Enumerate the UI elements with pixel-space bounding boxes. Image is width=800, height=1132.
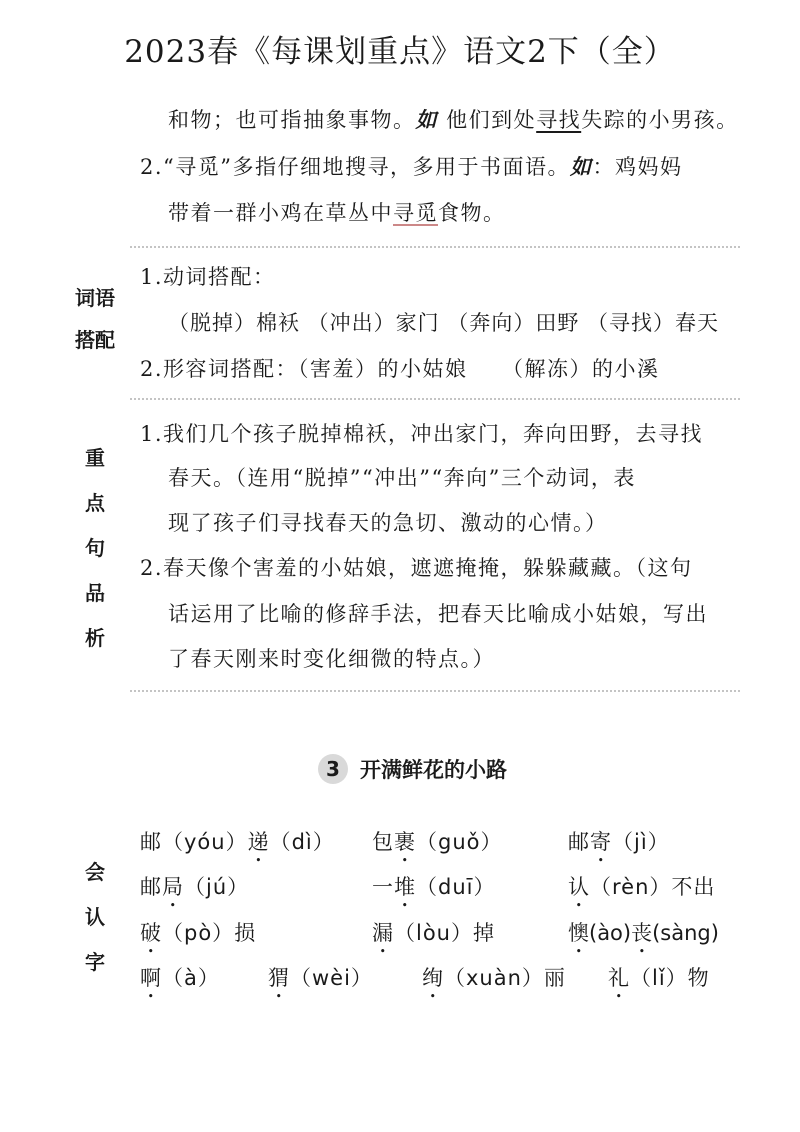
collocation-line: 2.形容词搭配：（害羞）的小姑娘 （解冻）的小溪: [140, 357, 660, 381]
character-item: [140, 917, 256, 958]
underlined-word: 寻找: [536, 108, 582, 132]
underlined-word: 寻觅: [393, 201, 438, 225]
lesson-heading: [318, 754, 507, 784]
hanzi-dotted: 局: [162, 875, 184, 899]
collocation-line: （脱掉）棉袄 （冲出）家门 （奔向）田野 （寻找）春天: [168, 311, 720, 335]
hanzi-dotted: 破: [140, 921, 162, 945]
hanzi-dotted: 猬: [268, 966, 290, 990]
pinyin: （pò）: [162, 921, 235, 945]
text-segment: 和物；也可指抽象事物。: [168, 108, 416, 132]
pinyin: （rèn）: [590, 875, 672, 899]
hanzi: 邮: [568, 830, 590, 854]
pinyin: （duī）: [416, 875, 496, 899]
pinyin: （dì）: [269, 830, 335, 854]
section-label-char: 认: [85, 905, 105, 929]
pinyin: （xuàn）: [444, 966, 544, 990]
pinyin: （yóu）: [162, 830, 248, 854]
hanzi-dotted: 裹: [394, 830, 416, 854]
text-line: [168, 105, 739, 135]
sentence-line: 春天。（连用“脱掉”“冲出”“奔向”三个动词，表: [168, 466, 636, 490]
section-divider: [130, 690, 740, 692]
hanzi-dotted: 丧: [631, 921, 653, 945]
hanzi-dotted: 懊: [568, 921, 589, 945]
sentence-line: 2.春天像个害羞的小姑娘，遮遮掩掩，躲躲藏藏。（这句: [140, 556, 693, 580]
section-label-char: 析: [85, 626, 105, 650]
pinyin: (ào): [589, 921, 632, 945]
character-item: [140, 962, 220, 1003]
section-label-bottom: 搭配: [75, 328, 115, 352]
section-label-char: 会: [85, 860, 105, 884]
pinyin: （jì）: [612, 830, 670, 854]
sentence-line: 话运用了比喻的修辞手法，把春天比喻成小姑娘，写出: [168, 602, 708, 626]
hanzi-dotted: 堆: [394, 875, 416, 899]
text-line: [140, 152, 683, 182]
lesson-title: 开满鲜花的小路: [360, 758, 507, 782]
text-segment: 失踪的小男孩。: [581, 108, 739, 132]
character-item: [140, 826, 335, 867]
character-item: [372, 826, 503, 867]
text-line: [168, 198, 506, 228]
section-label-char: 句: [85, 536, 105, 560]
text-segment: ：鸡妈妈: [592, 155, 683, 179]
hanzi: 损: [234, 921, 257, 945]
hanzi-dotted: 礼: [608, 966, 630, 990]
hanzi: 邮: [140, 830, 162, 854]
hanzi-dotted: 啊: [140, 966, 162, 990]
hanzi: 邮: [140, 875, 162, 899]
section-label-char: 重: [85, 446, 105, 470]
section-divider: [130, 398, 740, 400]
text-segment: 2.“寻觅”多指仔细地搜寻，多用于书面语。: [140, 155, 571, 179]
section-label-char: 点: [85, 491, 105, 515]
character-item: [422, 962, 566, 1003]
sentence-line: 1.我们几个孩子脱掉棉袄，冲出家门，奔向田野，去寻找: [140, 422, 704, 446]
example-marker: 如: [570, 154, 593, 179]
text-segment: 食物。: [438, 201, 506, 225]
pinyin: （wèi）: [290, 966, 373, 990]
character-item: [268, 962, 373, 1003]
example-marker: 如: [415, 107, 438, 132]
hanzi-dotted: 漏: [372, 921, 394, 945]
hanzi: 丽: [543, 966, 566, 990]
pinyin: (sàng): [652, 921, 719, 945]
text-segment: 他们到处: [438, 108, 537, 132]
pinyin: （lòu）: [394, 921, 473, 945]
text-segment: 带着一群小鸡在草丛中: [168, 201, 393, 225]
page-title: 2023春《每课划重点》语文2下（全）: [124, 34, 676, 70]
character-item: [568, 826, 670, 867]
sentence-line: 了春天刚来时变化细微的特点。）: [168, 647, 495, 671]
pinyin: （guǒ）: [416, 830, 503, 854]
hanzi-dotted: 寄: [590, 830, 612, 854]
hanzi: 掉: [473, 921, 495, 945]
hanzi: 包: [372, 830, 394, 854]
section-label-char: 品: [85, 581, 105, 605]
pinyin: （jú）: [184, 875, 250, 899]
hanzi-dotted: 认: [568, 875, 590, 899]
character-item: [608, 962, 710, 1003]
character-item: [372, 917, 495, 958]
hanzi: 一: [372, 875, 394, 899]
hanzi: 不出: [671, 875, 716, 899]
hanzi-dotted: 递: [247, 830, 270, 854]
character-item: [568, 917, 719, 958]
pinyin: （lǐ）: [630, 966, 688, 990]
character-item: [140, 871, 249, 912]
hanzi: 物: [687, 966, 710, 990]
section-divider: [130, 246, 740, 248]
character-item: [372, 871, 495, 912]
character-item: [568, 871, 715, 912]
hanzi-dotted: 绚: [422, 966, 444, 990]
section-label-top: 词语: [75, 286, 115, 310]
lesson-number-badge: 3: [318, 754, 348, 784]
collocation-line: 1.动词搭配：: [140, 265, 276, 289]
pinyin: （à）: [162, 966, 220, 990]
section-label-char: 字: [85, 950, 105, 974]
sentence-line: 现了孩子们寻找春天的急切、激动的心情。）: [168, 511, 608, 535]
